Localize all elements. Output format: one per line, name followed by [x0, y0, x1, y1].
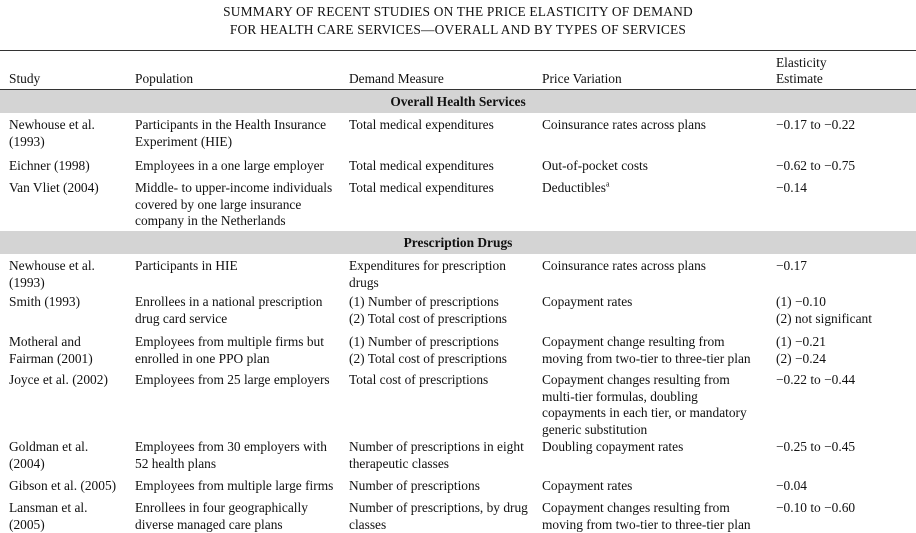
population-cell-line: Employees from multiple large firms [135, 478, 334, 493]
population-cell [135, 294, 322, 327]
population-cell-line: Employees from 30 employers with [135, 439, 327, 454]
price-variation-cell-line: Copayment changes resulting from [542, 372, 730, 387]
demand-measure-cell-line: therapeutic classes [349, 455, 450, 471]
demand-measure-cell [349, 478, 480, 495]
elasticity-cell [776, 258, 807, 275]
population-cell-line: Participants in the Health Insurance [135, 117, 327, 132]
price-variation-cell [542, 294, 632, 311]
elasticity-cell-line: −0.14 [776, 180, 807, 195]
elasticity-cell [776, 439, 855, 456]
price-variation-cell-line: copayments in each tier, or mandatory [542, 405, 747, 421]
study-cell-line: Smith (1993) [9, 294, 81, 309]
study-cell-line: Newhouse et al. [9, 117, 95, 132]
population-cell [135, 180, 332, 230]
demand-measure-cell [349, 180, 494, 197]
demand-measure-cell-line: Total medical expenditures [349, 180, 494, 195]
study-cell-line: Motheral and [9, 334, 81, 349]
demand-measure-cell-line: Expenditures for prescription [349, 258, 506, 273]
header-elasticity-line-1: Elasticity [776, 55, 827, 70]
demand-measure-cell-line: (2) Total cost of prescriptions [349, 310, 507, 326]
population-cell-line: 52 health plans [135, 455, 217, 471]
price-variation-cell [542, 500, 751, 533]
demand-measure-cell [349, 500, 528, 533]
demand-measure-cell [349, 158, 494, 175]
demand-measure-cell-line: (1) Number of prescriptions [349, 334, 499, 349]
elasticity-cell [776, 334, 826, 367]
elasticity-cell-line: −0.04 [776, 478, 807, 493]
price-variation-cell [542, 334, 751, 367]
price-variation-cell-line: Copayment rates [542, 294, 633, 309]
population-cell [135, 439, 327, 472]
section-heading: Overall Health Services [0, 90, 916, 113]
study-cell-line: Fairman (2001) [9, 350, 93, 366]
study-cell-line: Lansman et al. [9, 500, 88, 515]
study-cell [9, 180, 99, 197]
study-cell-line: Newhouse et al. [9, 258, 95, 273]
population-cell [135, 478, 333, 495]
price-variation-cell-line: Deductibles$^a$ [542, 179, 610, 195]
header-population: Population [135, 71, 194, 86]
population-cell [135, 258, 238, 275]
population-cell-line: Employees in a one large employer [135, 158, 325, 173]
table-title [0, 3, 916, 39]
price-variation-cell-line: Coinsurance rates across plans [542, 117, 706, 132]
demand-measure-cell-line: Total medical expenditures [349, 117, 494, 132]
population-cell [135, 117, 326, 150]
study-cell [9, 117, 95, 150]
price-variation-cell-line: Copayment changes resulting from [542, 500, 730, 515]
elasticity-cell-line: −0.10 to −0.60 [776, 500, 856, 515]
study-cell [9, 478, 116, 495]
table-title-line-2: FOR HEALTH CARE SERVICES—OVERALL AND BY TYPES OF SERVICES [229, 22, 687, 37]
footnote-marker: a [605, 179, 610, 189]
population-cell [135, 158, 324, 175]
price-variation-cell [542, 158, 648, 175]
demand-measure-cell-line: Number of prescriptions, by drug [349, 500, 528, 515]
study-cell [9, 372, 108, 389]
study-cell [9, 334, 93, 367]
study-cell-line: Goldman et al. [9, 439, 89, 454]
price-variation-cell-line: generic substitution [542, 421, 648, 437]
study-cell [9, 500, 87, 533]
header-elasticity-line-2: Estimate [776, 71, 823, 86]
demand-measure-cell-line: classes [349, 516, 387, 532]
study-cell-line: (1993) [9, 133, 45, 149]
price-variation-cell-line: Copayment rates [542, 478, 633, 493]
study-cell-line: (1993) [9, 274, 45, 290]
price-variation-cell-line: Doubling copayment rates [542, 439, 684, 454]
demand-measure-cell-line: (1) Number of prescriptions [349, 294, 499, 309]
study-cell-line: Van Vliet (2004) [9, 180, 99, 195]
price-variation-cell-line: Copayment change resulting from [542, 334, 725, 349]
price-variation-cell [542, 117, 706, 134]
population-cell [135, 372, 330, 389]
elasticity-cell [776, 158, 855, 175]
price-variation-cell [542, 439, 683, 456]
elasticity-cell [776, 180, 807, 197]
demand-measure-cell-line: Total medical expenditures [349, 158, 494, 173]
header-price-variation: Price Variation [542, 71, 622, 86]
study-cell [9, 439, 88, 472]
demand-measure-cell-line: Total cost of prescriptions [349, 372, 489, 387]
header-demand-measure: Demand Measure [349, 71, 444, 86]
demand-measure-cell-line: Number of prescriptions in eight [349, 439, 524, 454]
population-cell-line: Middle- to upper-income individuals [135, 180, 333, 195]
population-cell-line: Participants in HIE [135, 258, 238, 273]
population-cell-line: diverse managed care plans [135, 516, 283, 532]
demand-measure-cell-line: drugs [349, 274, 379, 290]
study-cell-line: Eichner (1998) [9, 158, 90, 173]
population-cell [135, 500, 308, 533]
elasticity-cell-line: −0.17 [776, 258, 807, 273]
study-cell-line: (2005) [9, 516, 45, 532]
population-cell [135, 334, 324, 367]
price-variation-cell [542, 372, 747, 438]
demand-measure-cell [349, 294, 507, 327]
demand-measure-cell [349, 258, 506, 291]
demand-measure-cell [349, 439, 524, 472]
price-variation-cell-line: Out-of-pocket costs [542, 158, 648, 173]
elasticity-cell-line: (2) not significant [776, 310, 872, 326]
study-cell-line: Gibson et al. (2005) [9, 478, 117, 493]
top-rule [0, 50, 916, 51]
demand-measure-cell [349, 117, 494, 134]
price-variation-cell-line: moving from two-tier to three-tier plan [542, 350, 751, 366]
price-variation-cell [542, 258, 706, 275]
study-cell [9, 158, 90, 175]
population-cell-line: Enrollees in four geographically [135, 500, 308, 515]
demand-measure-cell-line: (2) Total cost of prescriptions [349, 350, 507, 366]
study-cell-line: Joyce et al. (2002) [9, 372, 108, 387]
elasticity-cell-line: −0.22 to −0.44 [776, 372, 856, 387]
demand-measure-cell-line: Number of prescriptions [349, 478, 480, 493]
price-variation-cell-line: multi-tier formulas, doubling [542, 388, 698, 404]
table-title-line-1: SUMMARY OF RECENT STUDIES ON THE PRICE ELASTICITY OF DEMAND [223, 4, 693, 19]
population-cell-line: Employees from multiple firms but [135, 334, 324, 349]
demand-measure-cell [349, 372, 488, 389]
elasticity-cell-line: (1) −0.21 [776, 334, 826, 349]
elasticity-cell-line: −0.17 to −0.22 [776, 117, 856, 132]
elasticity-cell [776, 478, 807, 495]
population-cell-line: enrolled in one PPO plan [135, 350, 270, 366]
population-cell-line: covered by one large insurance [135, 196, 302, 212]
population-cell-line: Enrollees in a national prescription [135, 294, 323, 309]
study-cell [9, 258, 95, 291]
elasticity-cell [776, 372, 855, 389]
price-variation-cell-line: moving from two-tier to three-tier plan [542, 516, 751, 532]
demand-measure-cell [349, 334, 507, 367]
elasticity-cell [776, 500, 855, 517]
population-cell-line: drug card service [135, 310, 228, 326]
section-heading: Prescription Drugs [0, 231, 916, 254]
elasticity-cell-line: −0.62 to −0.75 [776, 158, 856, 173]
elasticity-cell-line: −0.25 to −0.45 [776, 439, 856, 454]
population-cell-line: Experiment (HIE) [135, 133, 233, 149]
price-variation-cell-line: Coinsurance rates across plans [542, 258, 706, 273]
elasticity-cell-line: (1) −0.10 [776, 294, 826, 309]
header-study: Study [9, 71, 41, 86]
elasticity-cell-line: (2) −0.24 [776, 350, 826, 366]
study-cell [9, 294, 80, 311]
elasticity-cell [776, 117, 855, 134]
population-cell-line: company in the Netherlands [135, 213, 286, 229]
population-cell-line: Employees from 25 large employers [135, 372, 330, 387]
elasticity-cell [776, 294, 872, 327]
study-cell-line: (2004) [9, 455, 45, 471]
price-variation-cell [542, 180, 610, 197]
price-variation-cell [542, 478, 632, 495]
